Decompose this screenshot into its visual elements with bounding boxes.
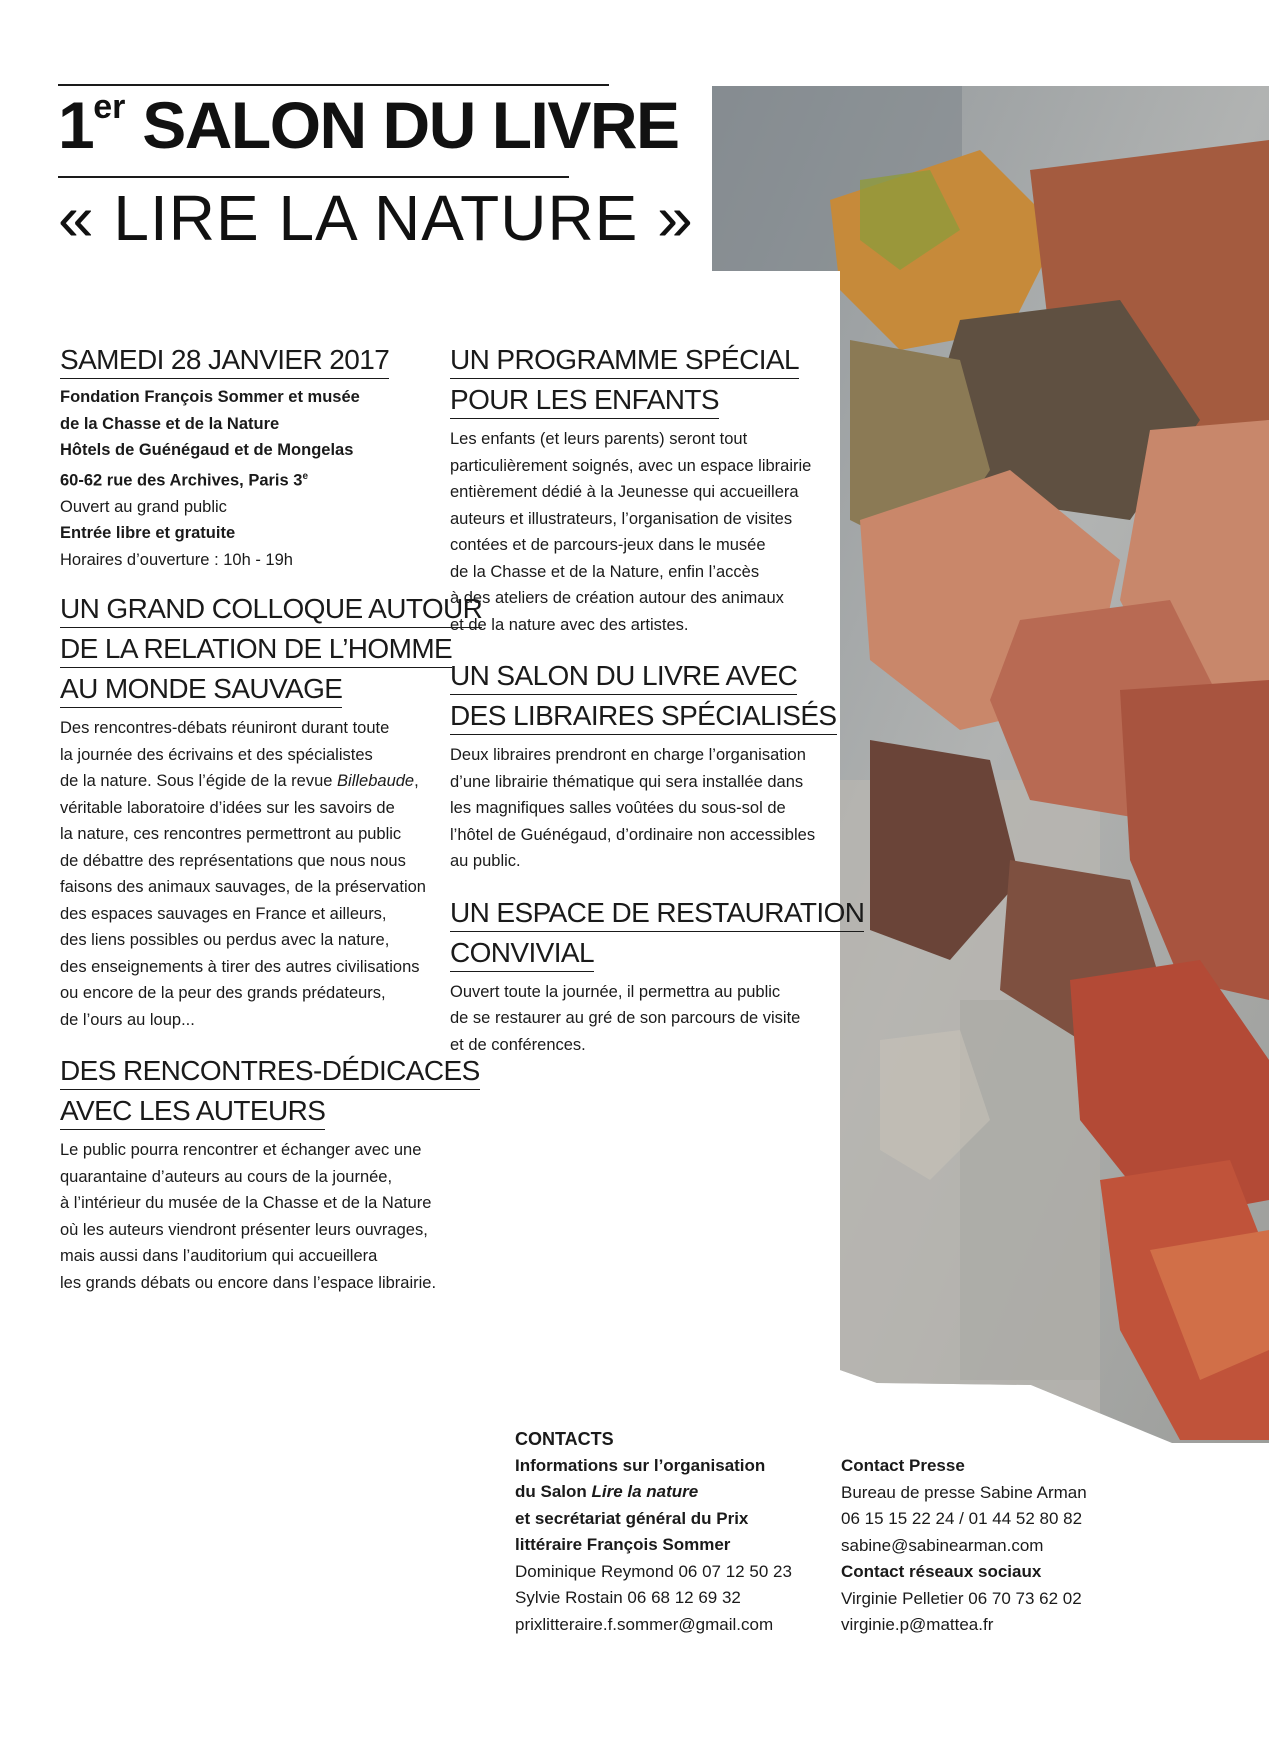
dedicaces-heading: DES RENCONTRES-DÉDICACES AVEC LES AUTEURS (60, 1051, 450, 1131)
colloque-text-line: des liens possibles ou perdus avec la nature, (60, 931, 390, 949)
enfants-text-line: contées et de parcours-jeux dans le musée (450, 536, 766, 554)
libraires-heading: UN SALON DU LIVRE AVEC DES LIBRAIRES SPÉCIALISÉS (450, 656, 840, 736)
venue-line: Fondation François Sommer et musée (60, 388, 360, 406)
restauration-text-line: de se restaurer au gré de son parcours de visite (450, 1009, 801, 1027)
libraires-text-line: d’une librairie thématique qui sera installée dans (450, 772, 804, 791)
social-person: Virginie Pelletier 06 70 73 62 02 (841, 1588, 1082, 1608)
enfants-text-line: et de la nature avec des artistes. (450, 615, 689, 634)
dedicaces-text-line: les grands débats ou encore dans l’espace librairie. (60, 1273, 437, 1292)
dedicaces-text-line: quarantaine d’auteurs au cours de la journée, (60, 1167, 393, 1186)
enfants-text-line: entièrement dédié à la Jeunesse qui accueillera (450, 483, 799, 501)
org-line: littéraire François Sommer (515, 1535, 731, 1554)
venue-line: de la Chasse et de la Nature (60, 414, 280, 433)
contacts-heading: CONTACTS (515, 1429, 614, 1449)
enfants-text-line: de la Chasse et de la Nature, enfin l’accès (450, 562, 760, 581)
org-line: Informations sur l’organisation (515, 1455, 766, 1475)
libraires-text-line: Deux libraires prendront en charge l’organisation (450, 746, 806, 764)
org-line: du Salon Lire la nature (515, 1482, 699, 1501)
libraires-text-line: l’hôtel de Guénégaud, d’ordinaire non accessibles (450, 825, 816, 844)
address-line: 60-62 rue des Archives, Paris 3e (60, 470, 309, 489)
colloque-text-line: des espaces sauvages en France et ailleurs, (60, 904, 387, 923)
enfants-text-line: à des ateliers de création autour des animaux (450, 589, 784, 607)
org-contact-person: Sylvie Rostain 06 68 12 69 32 (515, 1588, 741, 1607)
press-bureau: Bureau de presse Sabine Arman (841, 1482, 1087, 1502)
open-public-line: Ouvert au grand public (60, 497, 227, 516)
contacts-press (841, 1453, 1141, 1639)
colloque-text-line: faisons des animaux sauvages, de la préservation (60, 878, 426, 896)
venue-line: Hôtels de Guénégaud et de Mongelas (60, 441, 354, 459)
colloque-heading: UN GRAND COLLOQUE AUTOUR DE LA RELATION DE L’HOMME AU MONDE SAUVAGE (60, 589, 450, 709)
social-heading: Contact réseaux sociaux (841, 1562, 1042, 1581)
colloque-text-line: de la nature. Sous l’égide de la revue Billebaude, (60, 772, 419, 790)
colloque-text-line: la journée des écrivains et des spécialistes (60, 745, 373, 764)
restauration-text-line: et de conférences. (450, 1035, 586, 1054)
colloque-text-line: ou encore de la peur des grands prédateurs, (60, 984, 386, 1002)
restauration-heading: UN ESPACE DE RESTAURATION CONVIVIAL (450, 893, 840, 973)
dedicaces-text-line: Le public pourra rencontrer et échanger avec une (60, 1141, 422, 1159)
colloque-text-line: de l’ours au loup... (60, 1010, 195, 1029)
dedicaces-text-line: à l’intérieur du musée de la Chasse et de la Nature (60, 1194, 432, 1212)
colloque-text-line: des enseignements à tirer des autres civilisations (60, 957, 420, 976)
enfants-text-line: auteurs et illustrateurs, l’organisation de visites (450, 509, 793, 528)
left-column (60, 340, 483, 1296)
hours-line: Horaires d’ouverture : 10h - 19h (60, 550, 293, 569)
dedicaces-text-line: où les auteurs viendront présenter leurs ouvrages, (60, 1220, 428, 1239)
libraires-text-line: au public. (450, 852, 521, 870)
contacts-organisation (515, 1426, 835, 1638)
middle-column (450, 340, 865, 1058)
entry-line: Entrée libre et gratuite (60, 524, 236, 542)
enfants-heading: UN PROGRAMME SPÉCIAL POUR LES ENFANTS (450, 340, 840, 420)
colloque-text-line: Des rencontres-débats réuniront durant toute (60, 719, 390, 737)
restauration-text-line: Ouvert toute la journée, il permettra au public (450, 982, 781, 1001)
enfants-text-line: particulièrement soignés, avec un espace librairie (450, 456, 812, 475)
billebaude-review-title: Billebaude (337, 772, 415, 790)
press-phones: 06 15 15 22 24 / 01 44 52 80 82 (841, 1509, 1083, 1528)
page-subtitle: « LIRE LA NATURE » (58, 182, 694, 254)
date-heading: SAMEDI 28 JANVIER 2017 (60, 340, 450, 380)
libraires-text-line: les magnifiques salles voûtées du sous-sol de (450, 799, 786, 817)
social-email-link[interactable]: virginie.p@mattea.fr (841, 1615, 994, 1634)
page-title: 1er SALON DU LIVRE (58, 88, 679, 162)
press-heading: Contact Presse (841, 1456, 965, 1475)
enfants-text-line: Les enfants (et leurs parents) seront tout (450, 430, 748, 448)
header-mid-rule (58, 176, 569, 178)
org-contact-person: Dominique Reymond 06 07 12 50 23 (515, 1561, 792, 1581)
colloque-text-line: la nature, ces rencontres permettront au public (60, 825, 402, 843)
header-top-rule (58, 84, 609, 86)
org-line: et secrétariat général du Prix (515, 1508, 749, 1528)
colloque-text-line: véritable laboratoire d’idées sur les savoirs de (60, 798, 395, 817)
dedicaces-text-line: mais aussi dans l’auditorium qui accueillera (60, 1247, 378, 1265)
colloque-text-line: de débattre des représentations que nous nous (60, 851, 406, 870)
org-email-link[interactable]: prixlitteraire.f.sommer@gmail.com (515, 1614, 774, 1634)
press-email-link[interactable]: sabine@sabinearman.com (841, 1535, 1044, 1555)
